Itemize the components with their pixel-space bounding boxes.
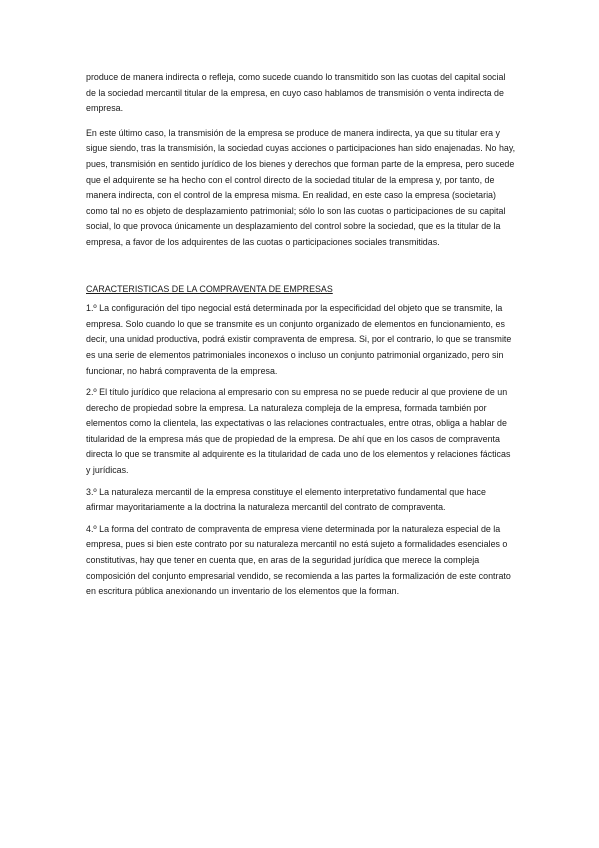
paragraph-indirect-transmission: En este último caso, la transmisión de la empresa se produce de manera indirecta, ya que su titular era y sigue siendo, tras la transmisión, la sociedad cuyas acciones o participaciones han sido enajenadas. No hay, pues, transmisión en sentido jurídico de los bienes y derechos que forman parte de la empresa, pero sucede que el adquirente se ha hecho con el control directo de la sociedad titular de la empresa y, por tanto, de manera indirecta, con el control de la empresa misma. En realidad, en este caso la empresa (societaria) como tal no es objeto de desplazamiento patrimonial; sólo lo son las cuotas o participaciones de su capital social, lo que provoca únicamente un desplazamiento del control sobre la sociedad, que es la titular de la empresa, a favor de los adquirentes de las cuotas o participaciones sociales transmitidas. [86, 127, 516, 247]
list-item: 4.º La forma del contrato de compraventa de empresa viene determinada por la naturaleza especial de la empresa, pues si bien este contrato por su naturaleza mercantil no está sujeto a formalidades esenciales o constitutivas, hay que tener en cuenta que, en aras de la seguridad jurídica que merece la compleja composición del conjunto empresarial vendido, se recomienda a las partes la formalización de este contrato en escritura pública anexionando un inventario de los elementos que la forman. [86, 523, 511, 597]
list-item: 1.º La configuración del tipo negocial está determinada por la especificidad del objeto que se transmite, la empresa. Solo cuando lo que se transmite es un conjunto organizado de elementos en funcionamiento, es decir, una unidad productiva, podrá existir compraventa de empresa. Si, por el contrario, lo que se transmite es una serie de elementos patrimoniales inconexos o incluso un conjunto patrimonial organizado, pero sin funcionar, no habrá compraventa de la empresa. [86, 303, 512, 376]
document-page [86, 70, 516, 600]
paragraph-continuation: produce de manera indirecta o refleja, como sucede cuando lo transmitido son las cuotas del capital social de la sociedad mercantil titular de la empresa, en cuyo caso hablamos de transmisión o venta indirecta de empresa. [86, 72, 506, 114]
list-item: 3.º La naturaleza mercantil de la empresa constituye el elemento interpretativo fundamental que hace afirmar mayoritariamente a la doctrina la naturaleza mercantil del contrato de compraventa. [86, 486, 486, 513]
list-item: 2.º El título jurídico que relaciona al empresario con su empresa no se puede reducir al que proviene de un derecho de propiedad sobre la empresa. La naturaleza compleja de la empresa, formada también por elementos como la clientela, las expectativas o las relaciones contractuales, entre otras, obliga a hablar de titularidad de la empresa más que de propiedad de la empresa. De ahí que en los casos de compraventa directa lo que se transmite al adquirente es la titularidad de cada uno de los elementos y relaciones fácticas y jurídicas. [86, 387, 511, 476]
section-heading: CARACTERISTICAS DE LA COMPRAVENTA DE EMPRESAS [86, 283, 333, 294]
